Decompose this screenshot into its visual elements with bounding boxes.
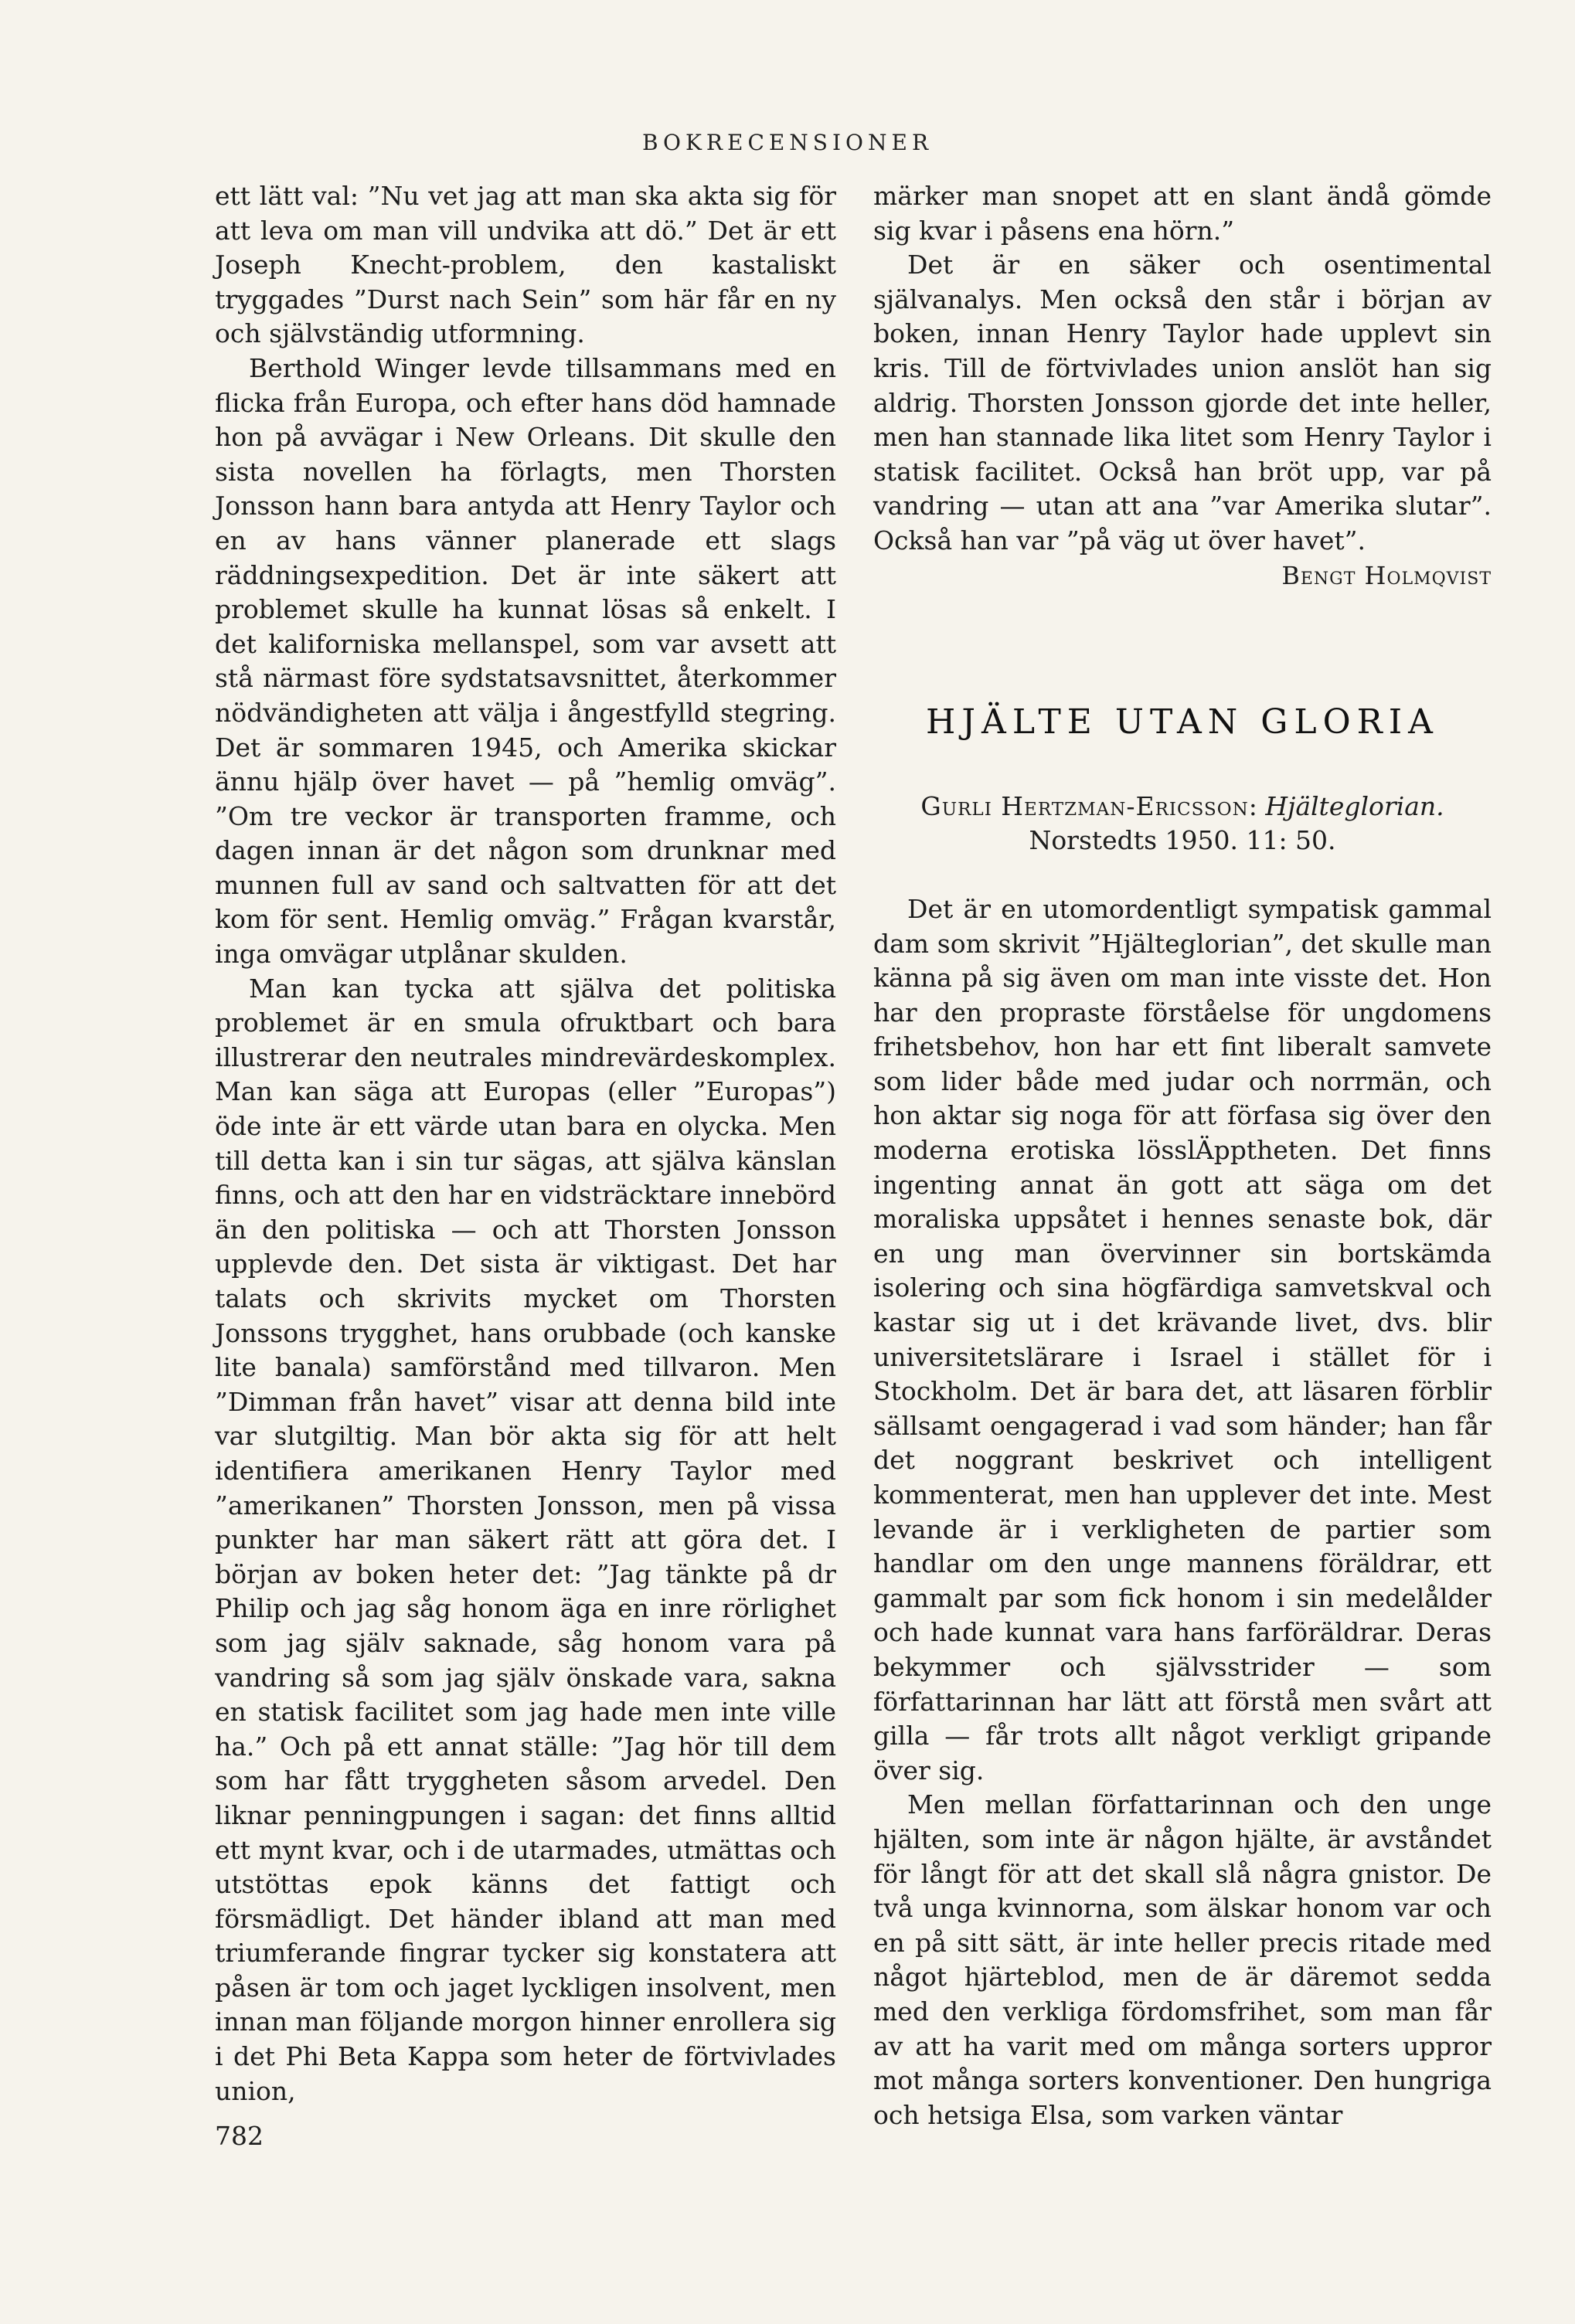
paragraph: Berthold Winger levde tillsammans med en flicka från Europa, och efter hans död hamnade hon på avvägar i New Orleans. Dit skulle den sista novellen ha förlagts, men Thorsten Jonsson hann bara antyda att Henry Taylor och en av hans vänner planerade ett slags räddningsexpedition. Det är inte säkert att problemet skulle ha kunnat lösas så enkelt. I det kaliforniska mellanspel, som var avsett att stå närmast före sydstatsavsnittet, återkommer nödvändigheten att välja i ångestfylld stegring. Det är sommaren 1945, och Amerika skickar ännu hjälp över havet — på ”hemlig omväg”. ”Om tre veckor är transporten framme, och dagen innan är det någon som drunknar med munnen full av sand och saltvatten för att det kom för sent. Hemlig omväg.” Frågan kvarstår, inga omvägar utplånar skulden. xyxy=(215,352,836,970)
paragraph: ett lätt val: ”Nu vet jag att man ska akta sig för att leva om man vill undvika att dö.” Det är ett Joseph Knecht-problem, den kastaliskt tryggades ”Durst nach Sein” som här får en ny och självständig utformning. xyxy=(215,181,836,349)
reviewer-signature: Bengt Holmqvist xyxy=(1281,560,1492,590)
book-title: Hjälteglorian. xyxy=(1265,790,1444,821)
right-column xyxy=(873,179,1492,2132)
paragraph: Man kan tycka att själva det politiska problemet är en smula ofruktbart och bara illustrerar den neutrales mindrevärdeskomplex. Man kan säga att Europas (eller ”Europas”) öde inte är ett värde utan bara en olycka. Men till detta kan i sin tur sägas, att själva känslan finns, och att den har en vidsträcktare innebörd än den politiska — och att Thorsten Jonsson upplevde den. Det sista är viktigast. Det har talats och skrivits mycket om Thorsten Jonssons trygghet, hans orubbade (och kanske lite banala) samförstånd med tillvaron. Men ”Dimman från havet” visar att denna bild inte var slutgiltig. Man bör akta sig för att helt identifiera amerikanen Henry Taylor med ”amerikanen” Thorsten Jonsson, men på vissa punkter har man säkert rätt att göra det. I början av boken heter det: ”Jag tänkte på dr Philip och jag såg honom äga en inre rörlighet som jag själv saknade, såg honom vara på vandring så som jag själv önskade vara, sakna en statisk facilitet som jag hade men inte ville ha.” Och på ett annat ställe: ”Jag hör till dem som har fått tryggheten såsom arvedel. Den liknar penningpungen i sagan: det finns alltid ett mynt kvar, och i de utarmades, utmättas och utstöttas epok känns det fattigt och försmädligt. Det händer ibland att man med triumferande fingrar tycker sig konstatera att påsen är tom och jaget lyckligen insolvent, men innan man följande morgon hinner enrollera sig i det Phi Beta Kappa som heter de förtvivlades union, xyxy=(215,973,836,2106)
page-number: 782 xyxy=(215,2121,264,2151)
review-title: HJÄLTE UTAN GLORIA xyxy=(926,702,1439,742)
publisher-info: Norstedts 1950. 11: 50. xyxy=(1029,825,1336,856)
paragraph: Men mellan författarinnan och den unge hjälten, som inte är någon hjälte, är avståndet för långt för att det skall slå några gnistor. De två unga kvinnorna, som älskar honom var och en på sitt sätt, är inte heller precis ritade med något hjärteblod, men de är däremot sedda med den verkliga fördomsfrihet, som man får av att ha varit med om många sorters uppror mot många sorters konventioner. Den hungriga och hetsiga Elsa, som varken väntar xyxy=(873,1789,1492,2130)
paragraph: märker man snopet att en slant ändå gömde sig kvar i påsens ena hörn.” xyxy=(873,181,1492,246)
paragraph: Det är en säker och osentimental självanalys. Men också den står i början av boken, innan Henry Taylor hade upplevt sin kris. Till de förtvivlades union anslöt han sig aldrig. Thorsten Jonsson gjorde det inte heller, men han stannade lika litet som Henry Taylor i statisk facilitet. Också han bröt upp, var på vandring — utan att ana ”var Amerika slutar”. Också han var ”på väg ut över havet”. xyxy=(873,250,1492,556)
left-column xyxy=(215,179,836,2108)
bibliography xyxy=(873,790,1492,858)
paragraph: Det är en utomordentligt sympatisk gammal dam som skrivit ”Hjälteglorian”, det skulle man känna på sig även om man inte visste det. Hon har den propraste förståelse för ungdomens frihetsbehov, hon har ett fint liberalt samvete som lider både med judar och norrmän, och hon aktar sig noga för att förfasa sig över den moderna erotiska lösslÄpptheten. Det finns ingenting annat än gott att säga om det moraliska uppsåtet i hennes senaste bok, där en ung man övervinner sin bortskämda isolering och sina högfärdiga samvetskval och kastar sig ut i det krävande livet, dvs. blir universitetslärare i Israel i stället för i Stockholm. Det är bara det, att läsaren förblir sällsamt oengagerad i vad som händer; han får det noggrant beskrivet och intelligent kommenterat, men han upplever det inte. Mest levande är i verkligheten de partier som handlar om den unge mannens föräldrar, ett gammalt par som fick honom i sin medelålder och hade kunnat vara hans farföräldrar. Deras bekymmer och självsstrider — som författarinnan har lätt att förstå men svårt att gilla — får trots allt något verkligt gripande över sig. xyxy=(873,893,1492,1785)
running-head: BOKRECENSIONER xyxy=(641,130,934,155)
bibliography-line-1 xyxy=(873,790,1492,824)
book-author: Gurli Hertzman-Ericsson xyxy=(920,790,1249,821)
bibliography-separator: : xyxy=(1248,790,1266,821)
